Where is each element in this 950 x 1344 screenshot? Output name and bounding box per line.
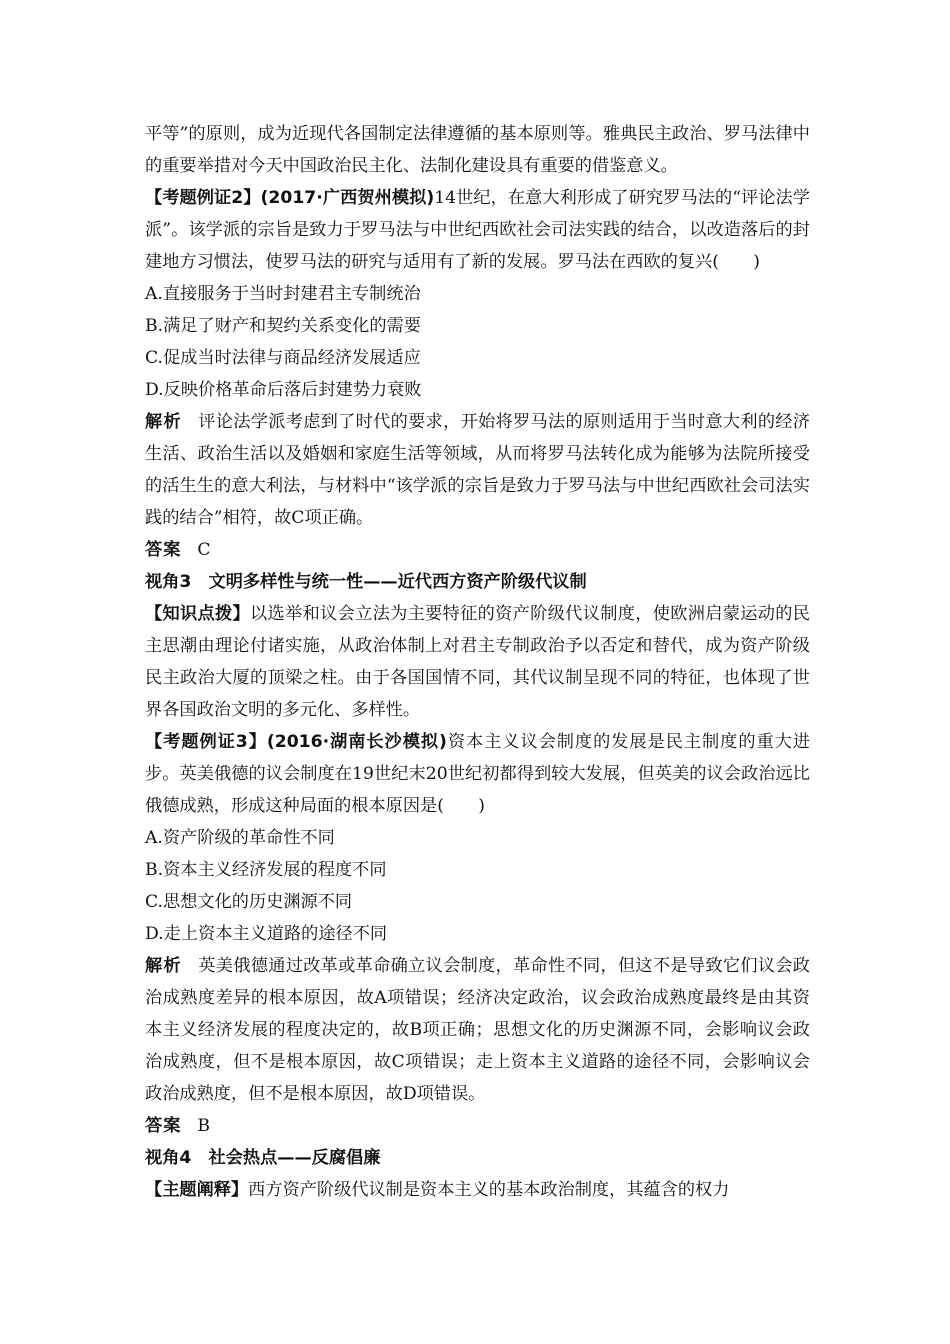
perspective-4-title: 视角4 社会热点——反腐倡廉 [145,1148,381,1168]
example-3-answer-value: B [197,1116,211,1136]
analysis-label: 解析 [145,956,182,976]
example-2-answer [145,534,810,566]
theme-text: 西方资产阶级代议制是资本主义的基本政治制度，其蕴含的权力 [248,1180,730,1200]
example-3-answer [145,1110,810,1142]
example-2-option-c: C.促成当时法律与商品经济发展适应 [145,348,421,368]
example-2-answer-value: C [197,540,211,560]
intro-paragraph: 平等”的原则，成为近现代各国制定法律遵循的基本原则等。雅典民主政治、罗马法律中的重要举措对今天中国政治民主化、法制化建设具有重要的借鉴意义。 [145,124,810,176]
example-3-tag: 【考题例证3】 [145,732,267,752]
knowledge-text: 以选举和议会立法为主要特征的资产阶级代议制度，使欧洲启蒙运动的民主思潮由理论付诸实施，从政治体制上对君主专制政治予以否定和替代，成为资产阶级民主政治大厦的顶梁之柱。由于各国国情不同，其代议制呈现不同的特征，也体现了世界各国政治文明的多元化、多样性。 [145,604,810,720]
answer-label: 答案 [145,540,182,560]
example-2-option-b: B.满足了财产和契约关系变化的需要 [145,316,421,336]
knowledge-paragraph [145,598,810,726]
document-page [145,118,810,1206]
theme-paragraph [145,1174,810,1206]
analysis-label: 解析 [145,412,182,432]
knowledge-tag: 【知识点拨】 [145,604,251,624]
example-2-tag: 【考题例证2】 [145,188,261,208]
example-2-stem [145,182,810,278]
example-3-analysis-text: 英美俄德通过改革或革命确立议会制度，革命性不同，但这不是导致它们议会政治成熟度差异的根本原因，故A项错误；经济决定政治，议会政治成熟度最终是由其资本主义经济发展的程度决定的，故B项正确；思想文化的历史渊源不同，会影响议会政治成熟度，但不是根本原因，故C项错误；走上资本主义道路的途径不同，会影响议会政治成熟度，但不是根本原因，故D项错误。 [145,956,810,1104]
example-2-source: (2017·广西贺州模拟) [260,188,435,208]
example-3-option-c: C.思想文化的历史渊源不同 [145,892,353,912]
example-3-question: 资本主义议会制度的发展是民主制度的重大进步。英美俄德的议会制度在19世纪末20世纪初都得到较大发展，但英美的议会政治远比俄德成熟，形成这种局面的根本原因是( ) [145,732,810,816]
example-2-option-a: A.直接服务于当时封建君主专制统治 [145,284,421,304]
answer-label: 答案 [145,1116,182,1136]
example-3-option-d: D.走上资本主义道路的途径不同 [145,924,388,944]
example-2-question: 14世纪，在意大利形成了研究罗马法的“评论法学派”。该学派的宗旨是致力于罗马法与中世纪西欧社会司法实践的结合，以改造落后的封建地方习惯法，使罗马法的研究与适用有了新的发展。罗马法在西欧的复兴( ) [145,188,810,272]
example-2-option-d: D.反映价格革命后落后封建势力衰败 [145,380,422,400]
example-3-option-b: B.资本主义经济发展的程度不同 [145,860,387,880]
example-3-stem [145,726,810,822]
example-3-option-a: A.资产阶级的革命性不同 [145,828,335,848]
example-3-analysis [145,950,810,1110]
theme-tag: 【主题阐释】 [145,1180,249,1200]
perspective-3-title: 视角3 文明多样性与统一性——近代西方资产阶级代议制 [145,572,587,592]
example-2-analysis-text: 评论法学派考虑到了时代的要求，开始将罗马法的原则适用于当时意大利的经济生活、政治生活以及婚姻和家庭生活等领域，从而将罗马法转化成为能够为法院所接受的活生生的意大利法，与材料中“该学派的宗旨是致力于罗马法与中世纪西欧社会司法实践的结合”相符，故C项正确。 [145,412,810,528]
example-3-source: (2016·湖南长沙模拟) [266,732,447,752]
example-2-analysis [145,406,810,534]
